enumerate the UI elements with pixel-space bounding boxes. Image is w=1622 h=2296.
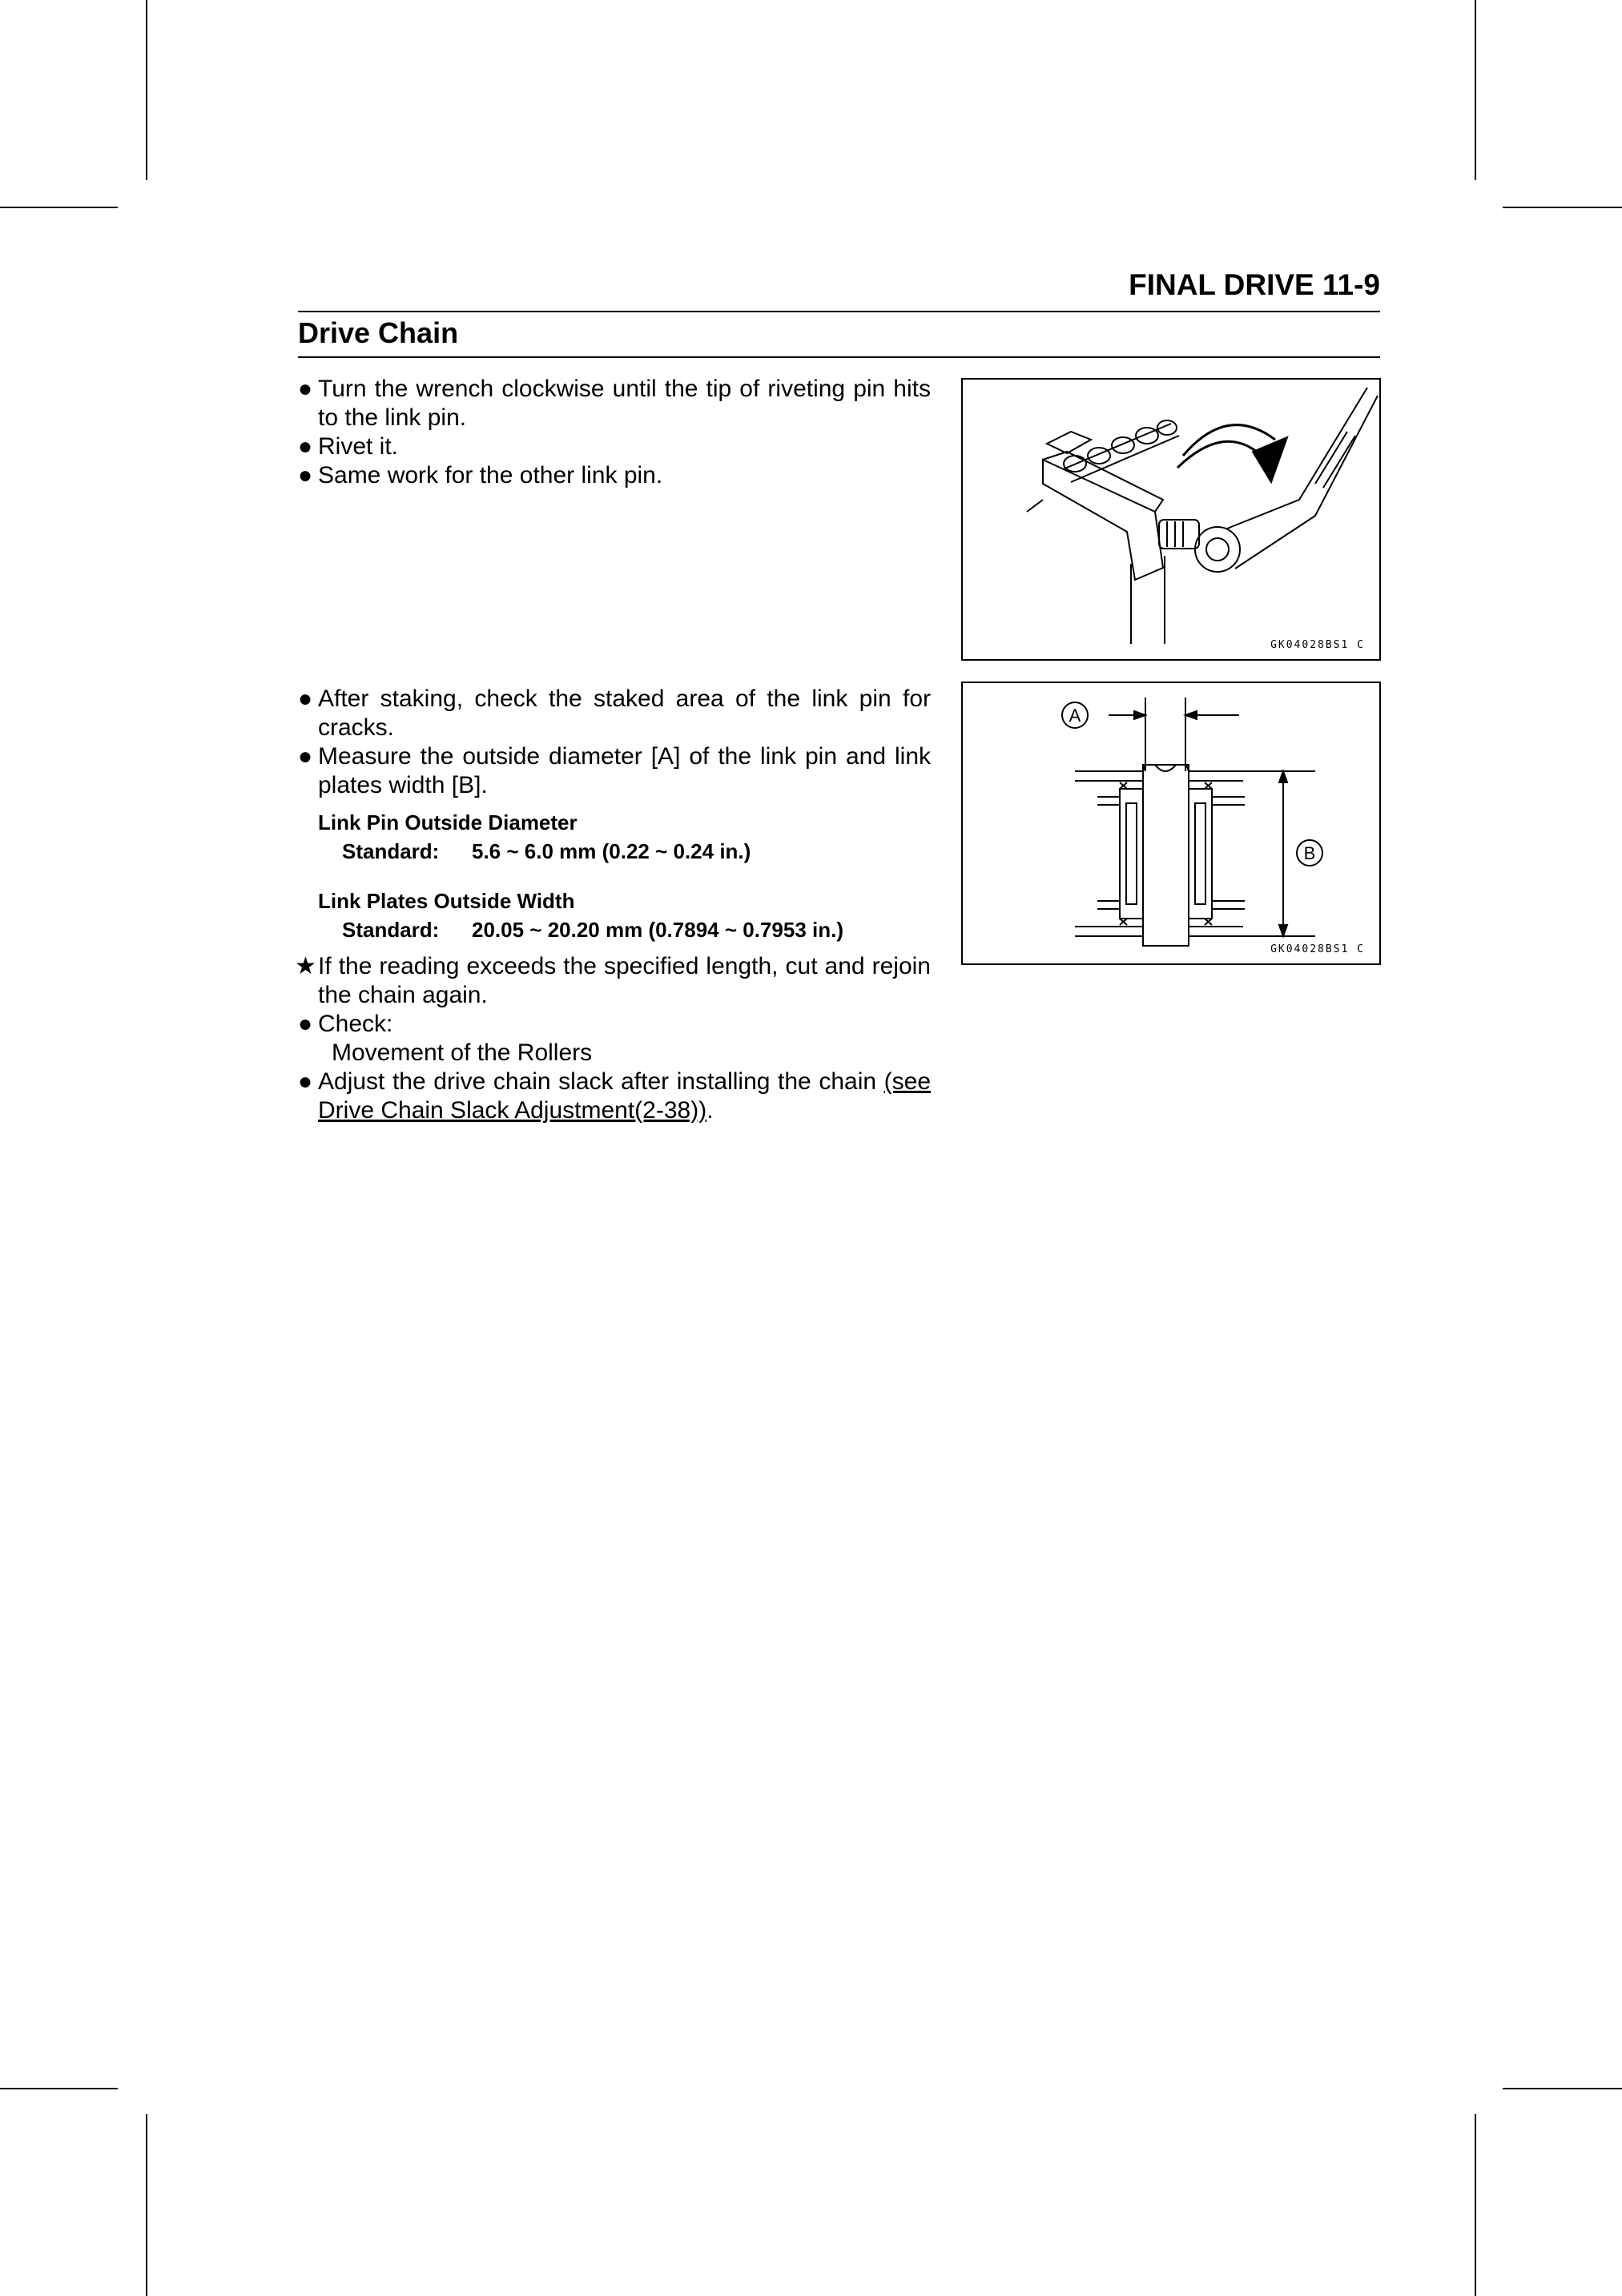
figure-link-measurement — [961, 682, 1381, 965]
list-item-text: After staking, check the staked area of the link pin for cracks. — [318, 686, 931, 741]
figure-code: GK04028BS1 C — [1270, 639, 1365, 651]
list-item-text: If the reading exceeds the specified length, cut and rejoin the chain again. — [318, 953, 931, 1008]
bullet-icon: ● — [298, 1011, 313, 1037]
rivet-tool-illustration — [963, 380, 1379, 659]
crop-mark — [1475, 2114, 1476, 2296]
list-item — [298, 375, 931, 432]
header-rule — [298, 311, 1380, 312]
instructions-block-1 — [298, 375, 931, 490]
list-item-text: Turn the wrench clockwise until the tip of riveting pin hits to the link pin. — [318, 376, 931, 431]
page-header: FINAL DRIVE 11-9 — [1129, 268, 1380, 301]
bullet-icon: ● — [298, 1068, 313, 1095]
crop-mark — [0, 207, 118, 208]
star-icon: ★ — [295, 953, 316, 979]
instructions-block-2 — [295, 685, 931, 1125]
bullet-icon: ● — [298, 462, 313, 489]
bullet-icon: ● — [298, 686, 313, 712]
crop-mark — [1503, 2088, 1622, 2089]
spec-title-link-pin: Link Pin Outside Diameter — [318, 810, 578, 834]
list-item — [298, 432, 931, 461]
list-item — [295, 952, 931, 1010]
spec-title-link-plates: Link Plates Outside Width — [318, 889, 575, 913]
list-item-text: Adjust the drive chain slack after installing the chain — [318, 1068, 884, 1095]
list-item — [298, 1068, 931, 1125]
spec-row-link-plates — [298, 915, 931, 944]
spec-row-link-pin — [298, 837, 931, 866]
check-item: Movement of the Rollers — [332, 1039, 593, 1066]
bullet-icon: ● — [298, 433, 313, 460]
spec-value: 20.05 ~ 20.20 mm (0.7894 ~ 0.7953 in.) — [472, 918, 843, 942]
crop-mark — [146, 0, 147, 180]
figure-rivet-tool — [961, 378, 1381, 661]
section-title: Drive Chain — [298, 316, 459, 349]
crop-mark — [0, 2088, 118, 2089]
bullet-icon: ● — [298, 743, 313, 770]
label-b: B — [1303, 843, 1316, 863]
label-a: A — [1069, 706, 1081, 726]
crop-mark — [1503, 207, 1622, 208]
spec-label: Standard: — [342, 839, 440, 863]
figure-code: GK04028BS1 C — [1270, 943, 1365, 955]
list-item — [298, 1010, 931, 1039]
bullet-icon: ● — [298, 376, 313, 402]
list-item — [298, 742, 931, 800]
list-item-text: . — [706, 1097, 714, 1124]
list-item — [298, 685, 931, 742]
spec-value: 5.6 ~ 6.0 mm (0.22 ~ 0.24 in.) — [472, 839, 751, 863]
cross-reference-link[interactable]: (see Drive Chain Slack Adjustment(2-38)) — [318, 1068, 931, 1124]
link-measurement-illustration — [963, 683, 1379, 963]
list-item-text: Measure the outside diameter [A] of the link pin and link plates width [B]. — [318, 743, 931, 798]
crop-mark — [146, 2114, 147, 2296]
spec-label: Standard: — [342, 918, 440, 942]
crop-mark — [1475, 0, 1476, 180]
check-label: Check: — [318, 1011, 393, 1037]
list-item — [298, 461, 931, 490]
list-item-text: Same work for the other link pin. — [318, 462, 663, 489]
list-item-text: Rivet it. — [318, 433, 399, 460]
section-rule — [298, 356, 1380, 358]
